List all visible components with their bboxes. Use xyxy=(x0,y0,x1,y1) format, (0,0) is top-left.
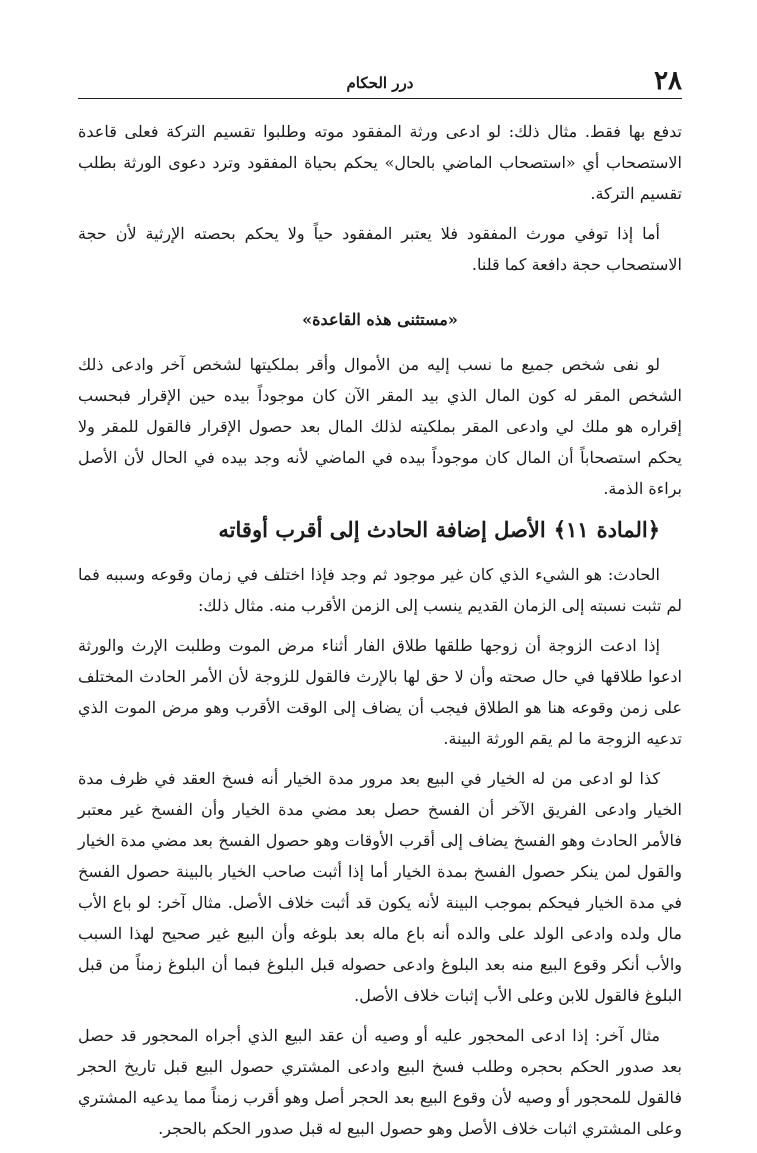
paragraph-3: لو نفى شخص جميع ما نسب إليه من الأموال وأقر بملكيتها لشخص آخر وادعى ذلك الشخص المقر له كون المال الذي بيد المقر الآن كان موجوداً بيده حين الإقرار فبحسب إقراره هو ملك لي وادعى المقر بملكيته لذلك المال بعد حصول الإقرار فالقول للمقر ولا يحكم استصحاباً أن المال كان موجوداً بيده في الماضي لأنه وجد بيده في الحال لأن الأصل براءة الذمة. xyxy=(78,355,682,498)
article-heading xyxy=(78,514,682,545)
paragraph-1: تدفع بها فقط. مثال ذلك: لو ادعى ورثة المفقود موته وطلبوا تقسيم التركة فعلى قاعدة الاستصحاب أي «استصحاب الماضي بالحال» يحكم بحياة المفقود وترد دعوى الورثة بطلب تقسيم التركة. xyxy=(78,122,683,203)
paragraph-2: أما إذا توفي مورث المفقود فلا يعتبر المفقود حياً ولا يحكم بحصته الإرثية لأن حجة الاستصحاب حجة دافعة كما قلنا. xyxy=(78,224,682,274)
running-title: درر الحكام xyxy=(346,74,414,92)
paragraph-6: كذا لو ادعى من له الخيار في البيع بعد مرور مدة الخيار أنه فسخ العقد في ظرف مدة الخيار وادعى الفريق الآخر أن الفسخ حصل بعد مضي مدة الخيار وأن الفسخ غير معتبر فالأمر الحادث وهو الفسخ يضاف إلى أقرب الأوقات وهو حصول الفسخ بعد مضي مدة الخيار والقول لمن ينكر حصول الفسخ بمدة الخيار أما إذا أثبت صاحب الخيار بالبينة حصول الفسخ في مدة الخيار فيحكم بموجب البينة لأنه يكون قد أثبت خلاف الأصل. مثال آخر: لو باع الأب مال ولده وادعى الولد على والده أنه باع ماله بعد بلوغه وأن البيع غير صحيح لهذا السبب والأب أنكر وقوع البيع منه بعد البلوغ وادعى حصوله قبل البلوغ فبما أن البلوغ زمناً من قبل البلوغ فالقول للابن وعلى الأب إثبات خلاف الأصل. xyxy=(78,769,682,1005)
paragraph-7: مثال آخر: إذا ادعى المحجور عليه أو وصيه أن عقد البيع الذي أجراه المحجور قد حصل بعد صدور الحكم بحجره وطلب فسخ البيع وادعى المشتري حصول البيع قبل تاريخ الحجر فالقول للمحجور أو وصيه لأن وقوع البيع بعد الحجر أصل وهو أقرب زمناً مما يدعيه المشتري وعلى المشتري اثبات خلاف الأصل وهو حصول البيع له قبل صدور الحكم بالحجر. xyxy=(78,1026,682,1138)
paragraph-4: الحادث: هو الشيء الذي كان غير موجود ثم وجد فإذا اختلف في زمان وقوعه وسببه فما لم تثبت نسبته إلى الزمان القديم ينسب إلى الزمن الأقرب منه. مثال ذلك: xyxy=(78,565,682,615)
paragraph-5: إذا ادعت الزوجة أن زوجها طلقها طلاق الفار أثناء مرض الموت وطلبت الإرث والورثة ادعوا طلاقها في حال صحته وأن لا حق لها بالإرث فالقول للزوجة لأن الأمر الحادث المختلف على زمن وقوعه هنا هو الطلاق فيجب أن يضاف إلى الوقت الأقرب وهو مرض الموت الذي تدعيه الزوجة ما لم يقم الورثة البينة. xyxy=(78,636,683,748)
article-label: ﴿المادة xyxy=(596,517,660,542)
article-number: ١١﴾ xyxy=(553,517,589,542)
page-body xyxy=(78,116,682,1153)
page-number: ٢٨ xyxy=(654,66,682,96)
section-title: «مستثنى هذه القاعدة» xyxy=(302,310,458,329)
page-header xyxy=(78,64,682,99)
article-title: الأصل إضافة الحادث إلى أقرب أوقاته xyxy=(218,517,546,542)
